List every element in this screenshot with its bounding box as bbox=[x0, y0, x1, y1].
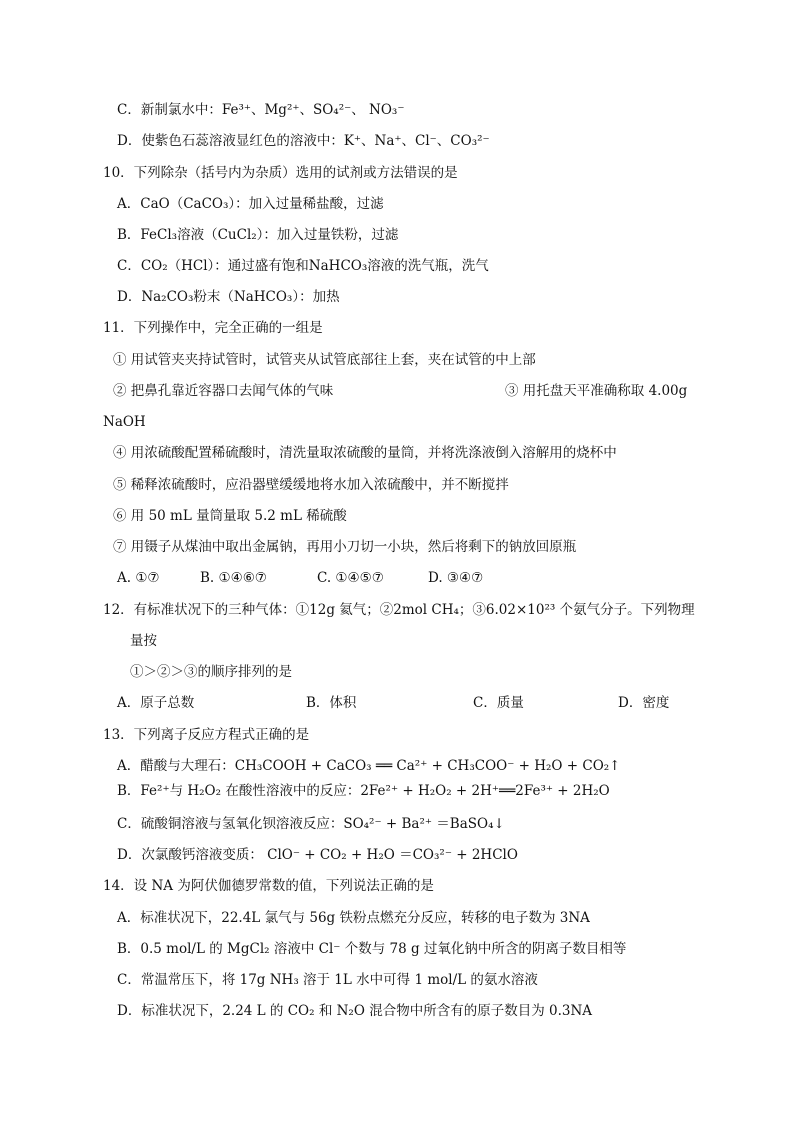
q11-statement-3: ③ 用托盘天平准确称取 4.00g bbox=[505, 383, 688, 399]
q14-option-a: A．标准状况下，22.4L 氯气与 56g 铁粉点燃充分反应，转移的电子数为 3NA bbox=[117, 910, 590, 926]
q14-stem: 14．设 NA 为阿伏伽德罗常数的值，下列说法正确的是 bbox=[103, 878, 434, 894]
q9-option-c: C．新制氯水中：Fe³⁺、Mg²⁺、SO₄²⁻、 NO₃⁻ bbox=[117, 102, 405, 118]
q14-option-d: D．标准状况下，2.24 L 的 CO₂ 和 N₂O 混合物中所含有的原子数目为 0.3NA bbox=[117, 1003, 593, 1019]
q11-option-b: B. ①④⑥⑦ bbox=[200, 570, 267, 586]
q11-statement-6: ⑥ 用 50 mL 量筒量取 5.2 mL 稀硫酸 bbox=[113, 508, 347, 524]
q10-option-a: A．CaO（CaCO₃）：加入过量稀盐酸，过滤 bbox=[117, 196, 384, 212]
q10-option-d: D．Na₂CO₃粉末（NaHCO₃）：加热 bbox=[117, 289, 340, 305]
q10-option-c: C．CO₂（HCl）：通过盛有饱和NaHCO₃溶液的洗气瓶，洗气 bbox=[117, 258, 489, 274]
q12-option-d: D．密度 bbox=[618, 695, 670, 711]
q10-option-b: B．FeCl₃溶液（CuCl₂）：加入过量铁粉，过滤 bbox=[117, 227, 399, 243]
q11-option-a: A. ①⑦ bbox=[117, 570, 160, 586]
q11-option-d: D. ③④⑦ bbox=[428, 570, 484, 586]
q12-option-c: C．质量 bbox=[473, 695, 524, 711]
q11-statement-7: ⑦ 用镊子从煤油中取出金属钠，再用小刀切一小块，然后将剩下的钠放回原瓶 bbox=[113, 539, 577, 555]
q12-stem: 12．有标准状况下的三种气体：①12g 氦气；②2mol CH₄；③6.02×10²³ 个氨气分子。下列物理 bbox=[103, 602, 695, 618]
q13-stem: 13．下列离子反应方程式正确的是 bbox=[103, 727, 310, 743]
q13-option-a: A．醋酸与大理石：CH₃COOH + CaCO₃ ══ Ca²⁺ + CH₃COO⁻ + H₂O + CO₂↑ bbox=[117, 758, 621, 774]
q12-option-b: B．体积 bbox=[306, 695, 357, 711]
q11-option-c: C. ①④⑤⑦ bbox=[317, 570, 384, 586]
q12-option-a: A．原子总数 bbox=[117, 695, 195, 711]
q10-stem: 10．下列除杂（括号内为杂质）选用的试剂或方法错误的是 bbox=[103, 165, 458, 181]
q11-stem: 11．下列操作中，完全正确的一组是 bbox=[103, 320, 323, 336]
q12-stem-line2: 量按 bbox=[130, 633, 157, 649]
q11-statement-5: ⑤ 稀释浓硫酸时，应沿器壁缓缓地将水加入浓硫酸中，并不断搅拌 bbox=[113, 477, 509, 493]
q13-option-c: C．硫酸铜溶液与氢氧化钡溶液反应：SO₄²⁻ + Ba²⁺ ＝BaSO₄↓ bbox=[117, 816, 505, 832]
q14-option-c: C．常温常压下，将 17g NH₃ 溶于 1L 水中可得 1 mol/L 的氨水溶液 bbox=[117, 972, 538, 988]
q14-option-b: B．0.5 mol/L 的 MgCl₂ 溶液中 Cl⁻ 个数与 78 g 过氧化钠中所含的阴离子数目相等 bbox=[117, 941, 627, 957]
q13-option-b: B．Fe²⁺与 H₂O₂ 在酸性溶液中的反应：2Fe²⁺ + H₂O₂ + 2H⁺══2Fe³⁺ + 2H₂O bbox=[117, 783, 610, 799]
q11-statement-3-cont: NaOH bbox=[103, 414, 146, 430]
q11-statement-2: ② 把鼻孔靠近容器口去闻气体的气味 bbox=[113, 383, 334, 399]
q11-statement-1: ① 用试管夹夹持试管时，试管夹从试管底部往上套，夹在试管的中上部 bbox=[113, 352, 536, 368]
q9-option-d: D．使紫色石蕊溶液显红色的溶液中：K⁺、Na⁺、Cl⁻、CO₃²⁻ bbox=[117, 133, 490, 149]
q12-stem-line3: ①＞②＞③的顺序排列的是 bbox=[130, 664, 292, 680]
q13-option-d: D．次氯酸钙溶液变质： ClO⁻ + CO₂ + H₂O ＝CO₃²⁻ + 2HClO bbox=[117, 847, 518, 863]
q11-statement-4: ④ 用浓硫酸配置稀硫酸时，清洗量取浓硫酸的量筒，并将洗涤液倒入溶解用的烧杯中 bbox=[113, 445, 617, 461]
